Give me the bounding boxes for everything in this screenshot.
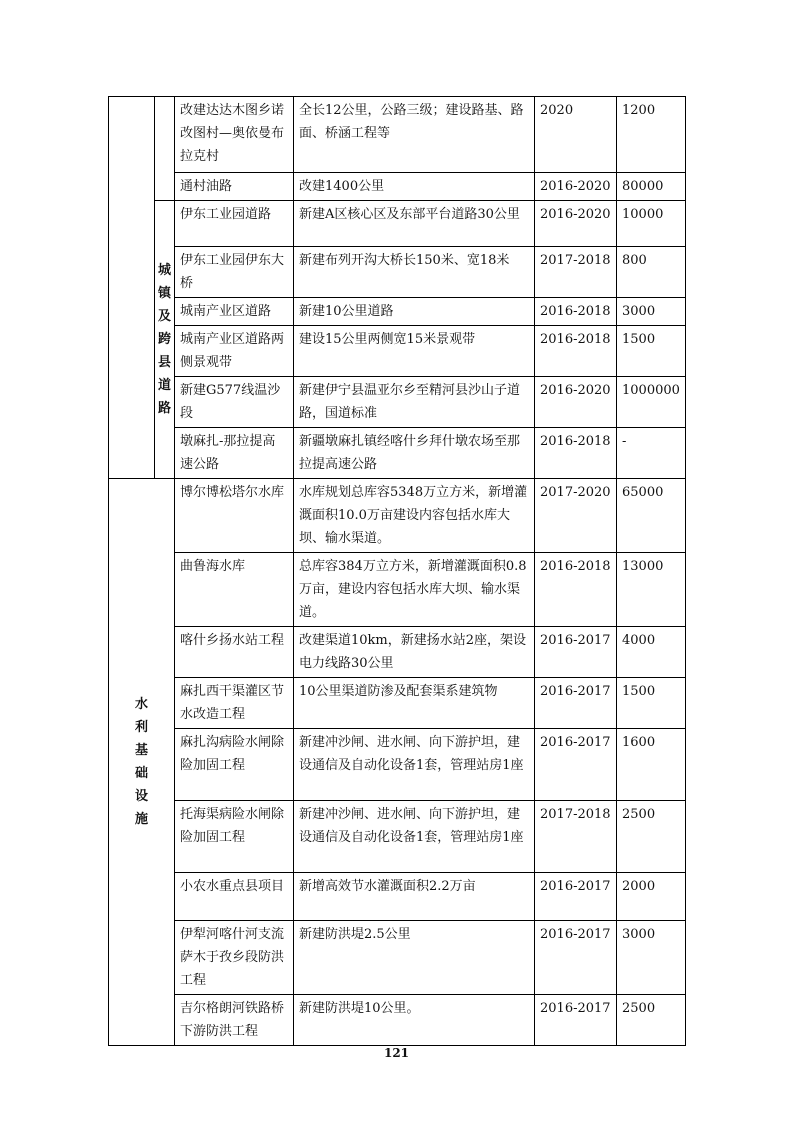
project-period: 2016-2020 — [535, 201, 617, 247]
project-investment: 80000 — [617, 173, 686, 201]
project-investment: 800 — [617, 247, 686, 298]
project-period: 2016-2017 — [535, 627, 617, 678]
project-content: 改建渠道10km，新建扬水站2座，架设电力线路30公里 — [294, 627, 535, 678]
project-content: 总库容384万立方米，新增灌溉面积0.8万亩，建设内容包括水库大坝、输水渠道。 — [294, 553, 535, 627]
project-investment: 13000 — [617, 553, 686, 627]
project-investment: 4000 — [617, 627, 686, 678]
project-name: 通村油路 — [175, 173, 294, 201]
project-period: 2016-2017 — [535, 873, 617, 921]
project-name: 小农水重点县项目 — [175, 873, 294, 921]
section-water-label: 水利基础设施 — [109, 479, 175, 1046]
table-row — [109, 995, 686, 1046]
project-period: 2016-2017 — [535, 921, 617, 995]
table-row — [109, 873, 686, 921]
project-table — [108, 96, 686, 1046]
project-content: 新建冲沙闸、进水闸、向下游护坦，建设通信及自动化设备1套，管理站房1座 — [294, 801, 535, 873]
project-name: 喀什乡扬水站工程 — [175, 627, 294, 678]
project-content: 改建1400公里 — [294, 173, 535, 201]
project-name: 墩麻扎-那拉提高速公路 — [175, 428, 294, 479]
subsection-cell — [155, 97, 175, 201]
project-investment: 2500 — [617, 801, 686, 873]
project-investment: 3000 — [617, 921, 686, 995]
project-period: 2016-2018 — [535, 553, 617, 627]
project-period: 2017-2020 — [535, 479, 617, 553]
project-content: 新建防洪堤10公里。 — [294, 995, 535, 1046]
project-content: 10公里渠道防渗及配套渠系建筑物 — [294, 678, 535, 729]
table-row — [109, 377, 686, 428]
project-period: 2016-2017 — [535, 995, 617, 1046]
page-number: 121 — [383, 1046, 410, 1060]
project-content: 新建10公里道路 — [294, 298, 535, 326]
table-row — [109, 627, 686, 678]
project-content: 新建冲沙闸、进水闸、向下游护坦，建设通信及自动化设备1套，管理站房1座 — [294, 729, 535, 801]
project-content: 新建A区核心区及东部平台道路30公里 — [294, 201, 535, 247]
project-content: 新建防洪堤2.5公里 — [294, 921, 535, 995]
table-row — [109, 97, 686, 173]
project-content: 建设15公里两侧宽15米景观带 — [294, 326, 535, 377]
project-name: 麻扎沟病险水闸除险加固工程 — [175, 729, 294, 801]
table-row — [109, 801, 686, 873]
project-period: 2016-2017 — [535, 678, 617, 729]
project-investment: 1500 — [617, 678, 686, 729]
table-row — [109, 326, 686, 377]
project-name: 麻扎西干渠灌区节水改造工程 — [175, 678, 294, 729]
project-investment: 2000 — [617, 873, 686, 921]
section-cell — [109, 97, 155, 479]
table-row — [109, 428, 686, 479]
project-investment: 1500 — [617, 326, 686, 377]
project-period: 2016-2018 — [535, 428, 617, 479]
table-row — [109, 298, 686, 326]
project-period: 2017-2018 — [535, 247, 617, 298]
project-investment: 65000 — [617, 479, 686, 553]
project-content: 新增高效节水灌溉面积2.2万亩 — [294, 873, 535, 921]
project-period: 2020 — [535, 97, 617, 173]
project-content: 新建伊宁县温亚尔乡至精河县沙山子道路，国道标准 — [294, 377, 535, 428]
table-row — [109, 479, 686, 553]
project-period: 2016-2020 — [535, 377, 617, 428]
table-row — [109, 921, 686, 995]
table-row — [109, 201, 686, 247]
project-name: 博尔博松塔尔水库 — [175, 479, 294, 553]
project-investment: 3000 — [617, 298, 686, 326]
table-row — [109, 173, 686, 201]
project-name: 城南产业区道路两侧景观带 — [175, 326, 294, 377]
project-period: 2016-2020 — [535, 173, 617, 201]
project-name: 伊东工业园伊东大桥 — [175, 247, 294, 298]
project-content: 水库规划总库容5348万立方米，新增灌溉面积10.0万亩建设内容包括水库大坝、输水渠道。 — [294, 479, 535, 553]
subsection-roads-label: 城镇及跨县道路 — [155, 201, 175, 479]
project-investment: 1000000 — [617, 377, 686, 428]
project-content: 新建布列开沟大桥长150米、宽18米 — [294, 247, 535, 298]
table-row — [109, 553, 686, 627]
project-name: 伊东工业园道路 — [175, 201, 294, 247]
project-name: 城南产业区道路 — [175, 298, 294, 326]
table-row — [109, 247, 686, 298]
project-investment: 1200 — [617, 97, 686, 173]
project-investment: 1600 — [617, 729, 686, 801]
project-name: 新建G577线温沙段 — [175, 377, 294, 428]
project-content: 全长12公里，公路三级；建设路基、路面、桥涵工程等 — [294, 97, 535, 173]
project-name: 改建达达木图乡诺改图村—奥依曼布拉克村 — [175, 97, 294, 173]
project-investment: 10000 — [617, 201, 686, 247]
project-period: 2017-2018 — [535, 801, 617, 873]
project-name: 托海渠病险水闸除险加固工程 — [175, 801, 294, 873]
project-name: 曲鲁海水库 — [175, 553, 294, 627]
table-row — [109, 678, 686, 729]
project-period: 2016-2018 — [535, 298, 617, 326]
project-period: 2016-2018 — [535, 326, 617, 377]
table-row — [109, 729, 686, 801]
project-investment: 2500 — [617, 995, 686, 1046]
project-name: 伊犁河喀什河支流萨木于孜乡段防洪工程 — [175, 921, 294, 995]
project-period: 2016-2017 — [535, 729, 617, 801]
project-name: 吉尔格朗河铁路桥下游防洪工程 — [175, 995, 294, 1046]
project-investment: - — [617, 428, 686, 479]
project-content: 新疆墩麻扎镇经喀什乡拜什墩农场至那拉提高速公路 — [294, 428, 535, 479]
